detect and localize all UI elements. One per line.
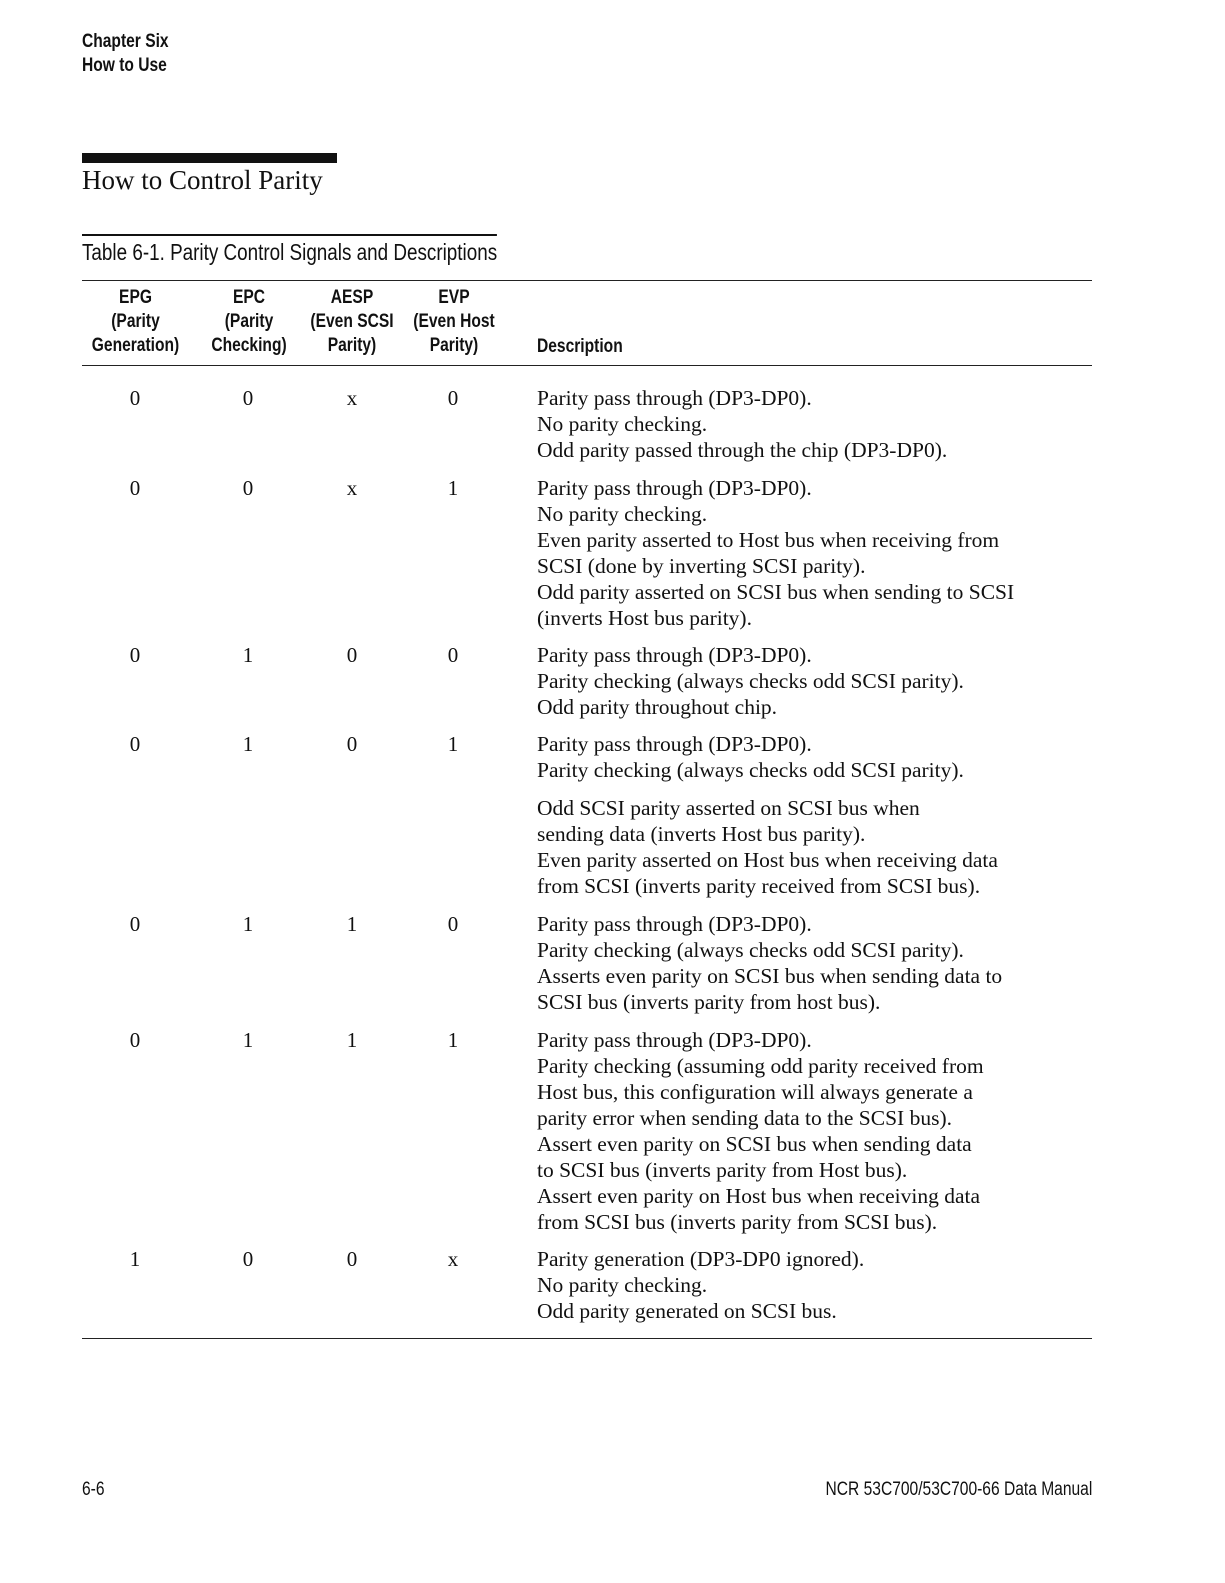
table-top-rule — [82, 280, 1092, 281]
description-line: No parity checking. — [537, 502, 708, 526]
cell-epc: 1 — [242, 643, 254, 667]
cell-description — [537, 1246, 1097, 1324]
cell-aesp: 0 — [346, 732, 358, 756]
description-line: to SCSI bus (inverts parity from Host bus). — [537, 1158, 908, 1182]
header-line: (Even SCSI — [310, 311, 394, 332]
section-rule-bar — [82, 153, 337, 163]
cell-evp: 0 — [447, 912, 459, 936]
description-line: Parity pass through (DP3-DP0). — [537, 386, 812, 410]
cell-aesp: 0 — [346, 1247, 358, 1271]
cell-epc: 1 — [242, 1028, 254, 1052]
cell-description — [537, 911, 1097, 1015]
header-line: Checking) — [211, 335, 287, 356]
cell-aesp: 1 — [346, 912, 358, 936]
header-line: Generation) — [91, 335, 180, 356]
description-line: SCSI bus (inverts parity from host bus). — [537, 990, 881, 1014]
cell-evp: 0 — [447, 643, 459, 667]
description-line: Odd parity asserted on SCSI bus when sending to SCSI — [537, 580, 1015, 604]
description-line: No parity checking. — [537, 1273, 708, 1297]
column-header-description: Description — [537, 336, 623, 357]
description-line: Parity pass through (DP3-DP0). — [537, 476, 812, 500]
description-line: No parity checking. — [537, 412, 708, 436]
cell-epg: 1 — [129, 1247, 141, 1271]
cell-aesp: 1 — [346, 1028, 358, 1052]
header-line: (Parity — [111, 311, 160, 332]
header-line: Parity) — [327, 335, 377, 356]
section-title: How to Control Parity — [82, 165, 323, 195]
cell-evp: 1 — [447, 476, 459, 500]
cell-epg: 0 — [129, 912, 141, 936]
description-line: Parity pass through (DP3-DP0). — [537, 732, 812, 756]
description-line: from SCSI bus (inverts parity from SCSI bus). — [537, 1210, 938, 1234]
cell-description — [537, 475, 1097, 631]
cell-epc: 0 — [242, 386, 254, 410]
cell-epg: 0 — [129, 643, 141, 667]
description-line: Parity checking (always checks odd SCSI parity). — [537, 938, 964, 962]
description-line: Parity pass through (DP3-DP0). — [537, 643, 812, 667]
cell-evp: 0 — [447, 386, 459, 410]
cell-epg: 0 — [129, 386, 141, 410]
header-line: (Parity — [224, 311, 274, 332]
cell-epc: 1 — [242, 912, 254, 936]
cell-epc: 0 — [242, 476, 254, 500]
cell-description — [537, 731, 1097, 899]
chapter-header — [82, 30, 169, 78]
cell-description — [537, 1027, 1097, 1235]
header-line: AESP — [330, 287, 374, 308]
description-line: SCSI (done by inverting SCSI parity). — [537, 554, 866, 578]
cell-evp: 1 — [447, 1028, 459, 1052]
chapter-label: Chapter Six — [82, 31, 169, 52]
header-line: (Even Host — [413, 311, 495, 332]
table-bottom-rule — [82, 1338, 1092, 1339]
description-line: Asserts even parity on SCSI bus when sending data to — [537, 964, 1003, 988]
description-line: sending data (inverts Host bus parity). — [537, 822, 866, 846]
description-line: Assert even parity on SCSI bus when sending data — [537, 1132, 972, 1156]
header-line: Parity) — [429, 335, 479, 356]
cell-aesp: x — [346, 386, 358, 410]
header-line: EPG — [119, 287, 152, 308]
description-line: Parity checking (always checks odd SCSI parity). — [537, 758, 964, 782]
description-line: Assert even parity on Host bus when receiving data — [537, 1184, 981, 1208]
description-line: Even parity asserted on Host bus when receiving data — [537, 848, 998, 872]
description-line: Odd parity passed through the chip (DP3-DP0). — [537, 438, 948, 462]
cell-description — [537, 385, 1097, 463]
table-header-rule — [82, 365, 1092, 366]
cell-aesp: x — [346, 476, 358, 500]
chapter-subtitle: How to Use — [82, 55, 167, 76]
header-line: EVP — [438, 287, 470, 308]
column-header-aesp — [296, 286, 408, 358]
manual-title: NCR 53C700/53C700-66 Data Manual — [825, 1479, 1092, 1500]
cell-aesp: 0 — [346, 643, 358, 667]
cell-epc: 1 — [242, 732, 254, 756]
page-number: 6-6 — [82, 1479, 105, 1500]
description-line: Even parity asserted to Host bus when receiving from — [537, 528, 1000, 552]
cell-epg: 0 — [129, 732, 141, 756]
cell-epc: 0 — [242, 1247, 254, 1271]
description-line: Parity checking (always checks odd SCSI parity). — [537, 669, 964, 693]
cell-epg: 0 — [129, 476, 141, 500]
column-header-epc — [193, 286, 305, 358]
description-line: Parity generation (DP3-DP0 ignored). — [537, 1247, 865, 1271]
description-line: (inverts Host bus parity). — [537, 606, 752, 630]
cell-evp: x — [447, 1247, 459, 1271]
description-line: Parity pass through (DP3-DP0). — [537, 1028, 812, 1052]
cell-description — [537, 642, 1097, 720]
cell-evp: 1 — [447, 732, 459, 756]
description-line: Parity pass through (DP3-DP0). — [537, 912, 812, 936]
column-header-evp — [398, 286, 510, 358]
header-line: EPC — [232, 287, 266, 308]
description-line: Odd SCSI parity asserted on SCSI bus when — [537, 796, 920, 820]
description-line: Host bus, this configuration will always generate a — [537, 1080, 973, 1104]
description-line: from SCSI (inverts parity received from SCSI bus). — [537, 874, 981, 898]
cell-epg: 0 — [129, 1028, 141, 1052]
description-line: Odd parity throughout chip. — [537, 695, 778, 719]
table-caption: Table 6-1. Parity Control Signals and Descriptions — [82, 234, 497, 266]
description-line: Parity checking (assuming odd parity received from — [537, 1054, 984, 1078]
column-header-epg — [78, 286, 193, 358]
description-line: Odd parity generated on SCSI bus. — [537, 1299, 837, 1323]
description-line: parity error when sending data to the SCSI bus). — [537, 1106, 952, 1130]
